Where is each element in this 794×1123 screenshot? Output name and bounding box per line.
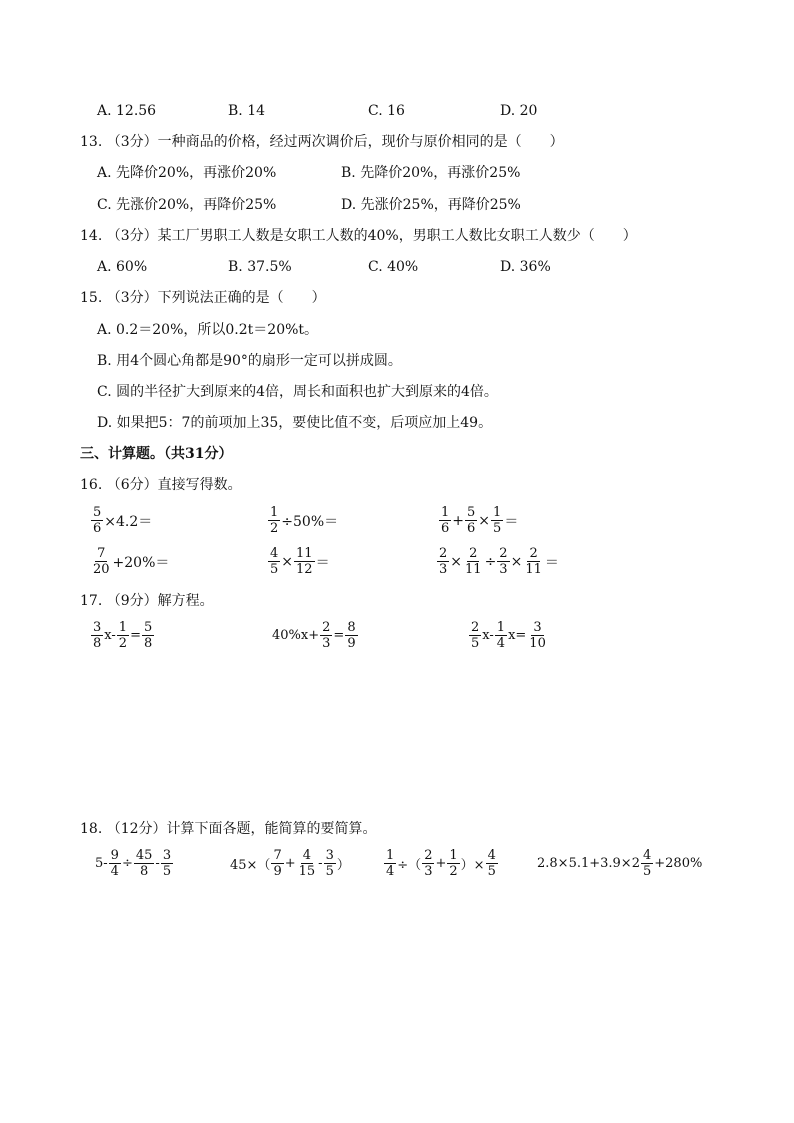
q12-option-d: D. 20 [500, 103, 538, 119]
q15-option-c: C. 圆的半径扩大到原来的4倍，周长和面积也扩大到原来的4倍。 [97, 384, 498, 400]
q16-expr-4: $\frac{7}{20}$ +20%＝ [93, 546, 170, 577]
q15-option-b: B. 用4个圆心角都是90°的扇形一定可以拼成圆。 [97, 353, 402, 369]
q14-option-b: B. 37.5% [228, 259, 292, 275]
q16-expr-2: $\frac{1}{2}$ ÷50%＝ [270, 505, 339, 536]
q16-expr-5: $\frac{4}{5}$ × $\frac{11}{12}$ ＝ [270, 546, 330, 577]
q18-expr-3: $\frac{1}{4}$ ÷（ $\frac{2}{3}$ + $\frac{1}{2}$ ）× $\frac{4}{5}$ [386, 848, 496, 879]
q14-option-a: A. 60% [97, 259, 148, 275]
q17-equation-2: 40%x+ $\frac{2}{3}$ = $\frac{8}{9}$ [272, 620, 356, 651]
q18-stem: 18. （12分）计算下面各题，能简算的要简算。 [80, 821, 377, 837]
q12-option-b: B. 14 [228, 103, 266, 119]
q18-expr-4: 2.8×5.1+3.9×2 $\frac{4}{5}$ +280% [537, 848, 703, 879]
q17-equation-1: $\frac{3}{8}$ x- $\frac{1}{2}$ = $\frac{5}{8}$ [93, 620, 153, 651]
q16-expr-6: $\frac{2}{3}$ × $\frac{2}{11}$ ÷ $\frac{2}{3}$ × $\frac{2}{11}$ ＝ [439, 546, 559, 577]
q16-expr-3: $\frac{1}{6}$ + $\frac{5}{6}$ × $\frac{1}{5}$ ＝ [441, 505, 519, 536]
q18-expr-2: 45×（ $\frac{7}{9}$ + $\frac{4}{15}$ - $\frac{3}{5}$ ） [230, 848, 350, 879]
q13-option-c: C. 先涨价20%，再降价25% [97, 197, 277, 213]
q13-stem: 13. （3分）一种商品的价格，经过两次调价后，现价与原价相同的是（ ） [80, 134, 564, 150]
q14-option-d: D. 36% [500, 259, 551, 275]
q13-option-b: B. 先降价20%，再涨价25% [341, 165, 521, 181]
q15-stem: 15. （3分）下列说法正确的是（ ） [80, 290, 326, 306]
q15-option-a: A. 0.2＝20%，所以0.2t＝20%t。 [97, 322, 319, 338]
q13-option-d: D. 先涨价25%，再降价25% [341, 197, 521, 213]
q18-expr-1: 5- $\frac{9}{4}$ ÷ $\frac{45}{8}$ - $\frac{3}{5}$ [95, 848, 172, 879]
fraction: $\frac{1}{2}$ [270, 505, 279, 536]
q15-option-d: D. 如果把5：7的前项加上35，要使比值不变，后项应加上49。 [97, 415, 493, 431]
q17-stem: 17. （9分）解方程。 [80, 593, 214, 609]
q16-expr-1: $\frac{5}{6}$ ×4.2＝ [93, 505, 153, 536]
q14-option-c: C. 40% [368, 259, 419, 275]
fraction: $\frac{5}{6}$ [93, 505, 102, 536]
q12-option-c: C. 16 [368, 103, 405, 119]
q17-equation-3: $\frac{2}{5}$ x- $\frac{1}{4}$ x= $\frac{3}{10}$ [471, 620, 546, 651]
q16-stem: 16. （6分）直接写得数。 [80, 477, 242, 493]
q12-option-a: A. 12.56 [97, 103, 157, 119]
q13-option-a: A. 先降价20%，再涨价20% [97, 165, 277, 181]
section-3-title: 三、计算题。（共31分） [80, 446, 233, 462]
q14-stem: 14. （3分）某工厂男职工人数是女职工人数的40%，男职工人数比女职工人数少（ ） [80, 228, 637, 244]
